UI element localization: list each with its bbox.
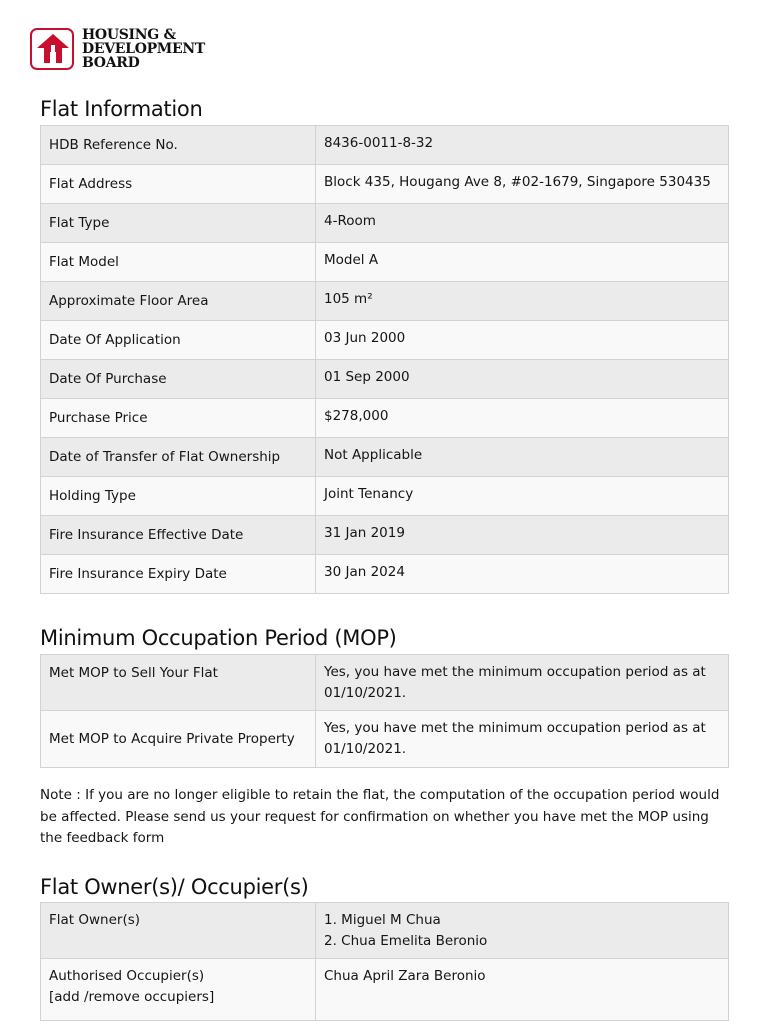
- owners-label: Flat Owner(s): [41, 903, 316, 959]
- table-row: [41, 516, 729, 555]
- owners-list: [316, 903, 729, 959]
- row-label: Holding Type: [41, 477, 316, 516]
- table-row: [41, 711, 729, 768]
- row-label: Fire Insurance Expiry Date: [41, 555, 316, 594]
- table-row: [41, 959, 729, 1021]
- org-name-line3: BOARD: [82, 55, 140, 71]
- table-row: [41, 438, 729, 477]
- table-row: [41, 165, 729, 204]
- row-label: Met MOP to Acquire Private Property: [41, 711, 316, 768]
- row-label: Date Of Purchase: [41, 360, 316, 399]
- table-row: [41, 903, 729, 959]
- row-value: 31 Jan 2019: [316, 516, 729, 555]
- row-value: Model A: [316, 243, 729, 282]
- org-name: [82, 28, 205, 70]
- owners-title: Flat Owner(s)/ Occupier(s): [40, 875, 309, 899]
- row-value: 03 Jun 2000: [316, 321, 729, 360]
- table-row: [41, 321, 729, 360]
- flat-information-table: [40, 125, 729, 594]
- mop-table: [40, 654, 729, 768]
- occupiers-label-text: Authorised Occupier(s): [49, 968, 205, 984]
- owners-table: [40, 902, 729, 1021]
- table-row: [41, 555, 729, 594]
- owner-item: 2. Chua Emelita Beronio: [324, 933, 488, 949]
- row-label: Flat Type: [41, 204, 316, 243]
- flat-information-title: Flat Information: [40, 97, 203, 121]
- table-row: [41, 243, 729, 282]
- owner-item: 1. Miguel M Chua: [324, 912, 441, 928]
- table-row: [41, 204, 729, 243]
- row-label: Flat Address: [41, 165, 316, 204]
- row-label: Fire Insurance Effective Date: [41, 516, 316, 555]
- row-value: 8436-0011-8-32: [316, 126, 729, 165]
- row-label: Date Of Application: [41, 321, 316, 360]
- table-row: [41, 477, 729, 516]
- table-row: [41, 126, 729, 165]
- row-label: Approximate Floor Area: [41, 282, 316, 321]
- add-remove-occupiers-link[interactable]: [add /remove occupiers]: [49, 989, 215, 1005]
- table-row: [41, 282, 729, 321]
- occupiers-value: Chua April Zara Beronio: [316, 959, 729, 1021]
- table-row: [41, 399, 729, 438]
- org-name-line2: DEVELOPMENT: [82, 41, 205, 57]
- mop-title: Minimum Occupation Period (MOP): [40, 626, 397, 650]
- hdb-logo: [30, 28, 205, 70]
- row-label: HDB Reference No.: [41, 126, 316, 165]
- row-label: Purchase Price: [41, 399, 316, 438]
- table-row: [41, 360, 729, 399]
- hdb-house-icon: [30, 28, 74, 70]
- table-row: [41, 655, 729, 711]
- row-value: Not Applicable: [316, 438, 729, 477]
- mop-note: Note : If you are no longer eligible to retain the flat, the computation of the occupation period would be affected. Please send us your request for confirmation on whether you have met the MOP using the feedback form: [40, 787, 720, 846]
- row-value: $278,000: [316, 399, 729, 438]
- org-name-line1: HOUSING &: [82, 27, 176, 43]
- occupiers-label: [41, 959, 316, 1021]
- row-value: Joint Tenancy: [316, 477, 729, 516]
- row-value: Yes, you have met the minimum occupation period as at 01/10/2021.: [316, 711, 729, 768]
- row-value: 01 Sep 2000: [316, 360, 729, 399]
- row-value: 30 Jan 2024: [316, 555, 729, 594]
- row-label: Met MOP to Sell Your Flat: [41, 655, 316, 711]
- row-value: 105 m²: [316, 282, 729, 321]
- row-label: Flat Model: [41, 243, 316, 282]
- row-value: Block 435, Hougang Ave 8, #02-1679, Singapore 530435: [316, 165, 729, 204]
- row-value: 4-Room: [316, 204, 729, 243]
- row-value: Yes, you have met the minimum occupation period as at 01/10/2021.: [316, 655, 729, 711]
- row-label: Date of Transfer of Flat Ownership: [41, 438, 316, 477]
